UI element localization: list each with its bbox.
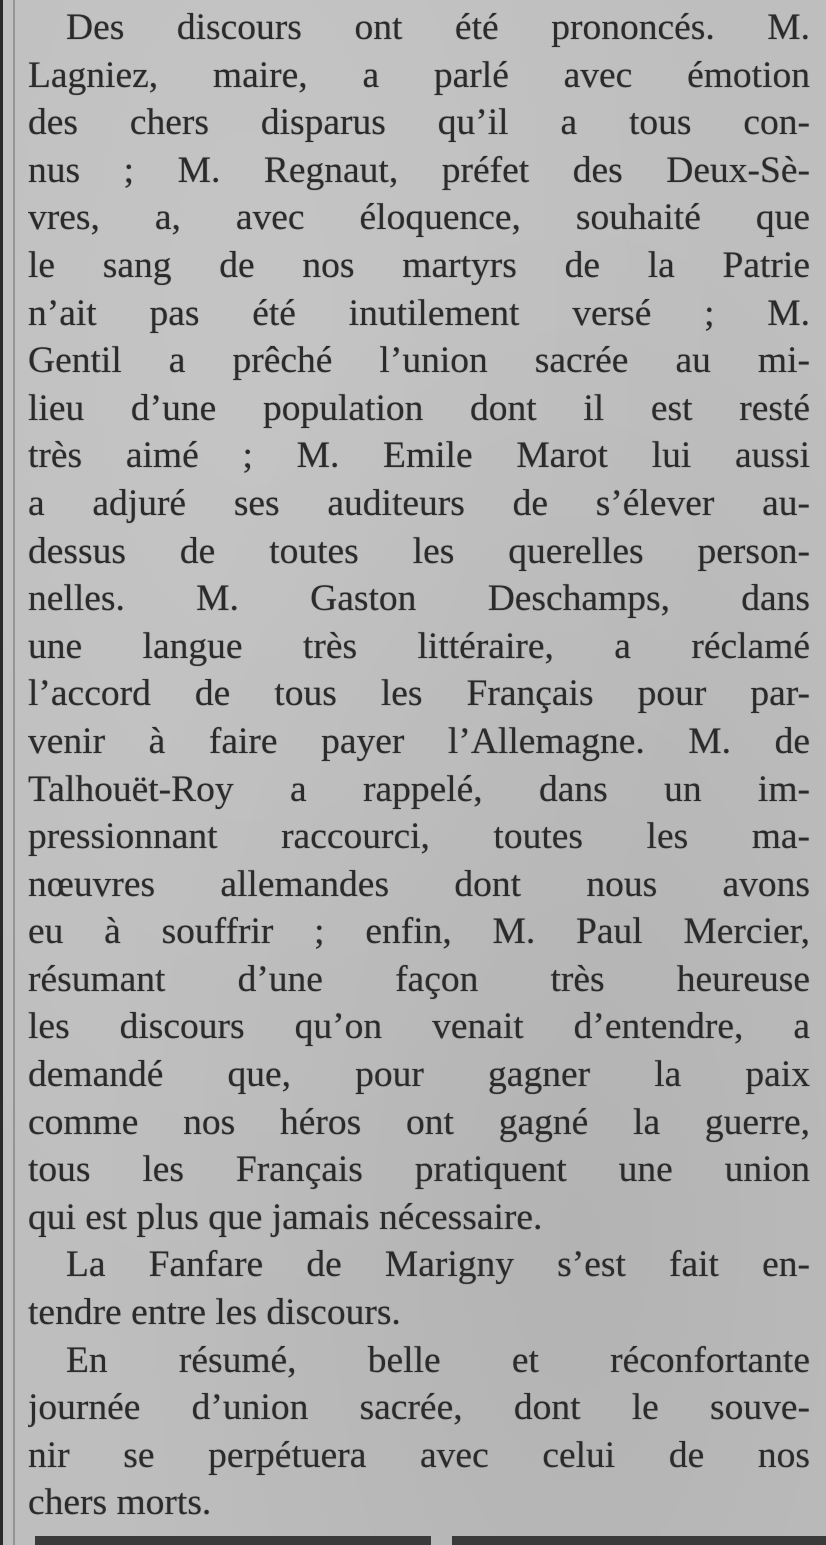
- bottom-rule-left: [35, 1536, 431, 1545]
- text-line: En résumé, belle et réconfortante: [66, 1339, 810, 1381]
- text-line: les discours qu’on venait d’entendre, a: [28, 1006, 810, 1048]
- text-line: une langue très littéraire, a réclamé: [28, 625, 810, 667]
- text-line: vres, a, avec éloquence, souhaité que: [28, 197, 810, 239]
- text-line: résumant d’une façon très heureuse: [28, 958, 810, 1000]
- text-line: lieu d’une population dont il est resté: [28, 387, 810, 429]
- article-column: [28, 4, 810, 1527]
- text-line: journée d’union sacrée, dont le souve-: [28, 1387, 810, 1429]
- text-line: eu à souffrir ; enfin, M. Paul Mercier,: [28, 911, 810, 953]
- text-line: Des discours ont été prononcés. M.: [66, 7, 810, 48]
- text-line: venir à faire payer l’Allemagne. M. de: [28, 720, 810, 762]
- bottom-rule-right: [452, 1536, 826, 1545]
- text-line: le sang de nos martyrs de la Patrie: [28, 244, 810, 286]
- text-line: nelles. M. Gaston Deschamps, dans: [28, 578, 810, 620]
- text-line: pressionnant raccourci, toutes les ma-: [28, 816, 810, 858]
- text-line: demandé que, pour gagner la paix: [28, 1054, 810, 1096]
- text-line: très aimé ; M. Emile Marot lui aussi: [28, 435, 810, 477]
- text-line: chers morts.: [28, 1482, 212, 1524]
- text-line: nus ; M. Regnaut, préfet des Deux-Sè-: [28, 149, 810, 191]
- paragraph-summary: [28, 1337, 810, 1527]
- paragraph-fanfare: [28, 1241, 810, 1336]
- text-line: qui est plus que jamais nécessaire.: [28, 1196, 543, 1238]
- text-line: Gentil a prêché l’union sacrée au mi-: [28, 340, 810, 382]
- text-line: tous les Français pratiquent une union: [28, 1149, 810, 1191]
- column-rule: [0, 0, 3, 1545]
- text-line: tendre entre les discours.: [28, 1292, 401, 1334]
- text-line: comme nos héros ont gagné la guerre,: [28, 1101, 810, 1143]
- text-line: des chers disparus qu’il a tous con-: [28, 102, 810, 144]
- text-line: nœuvres allemandes dont nous avons: [28, 863, 810, 905]
- text-line: Lagniez, maire, a parlé avec émotion: [28, 54, 810, 96]
- text-line: l’accord de tous les Français pour par-: [28, 673, 810, 715]
- text-line: dessus de toutes les querelles person-: [28, 530, 810, 572]
- text-line: n’ait pas été inutilement versé ; M.: [28, 292, 810, 334]
- column-rule-shadow: [13, 0, 15, 1545]
- paragraph-speeches: [28, 4, 810, 1241]
- text-line: La Fanfare de Marigny s’est fait en-: [66, 1244, 810, 1286]
- text-line: a adjuré ses auditeurs de s’élever au-: [28, 482, 810, 524]
- text-line: nir se perpétuera avec celui de nos: [28, 1434, 810, 1476]
- text-line: Talhouët-Roy a rappelé, dans un im-: [28, 768, 810, 810]
